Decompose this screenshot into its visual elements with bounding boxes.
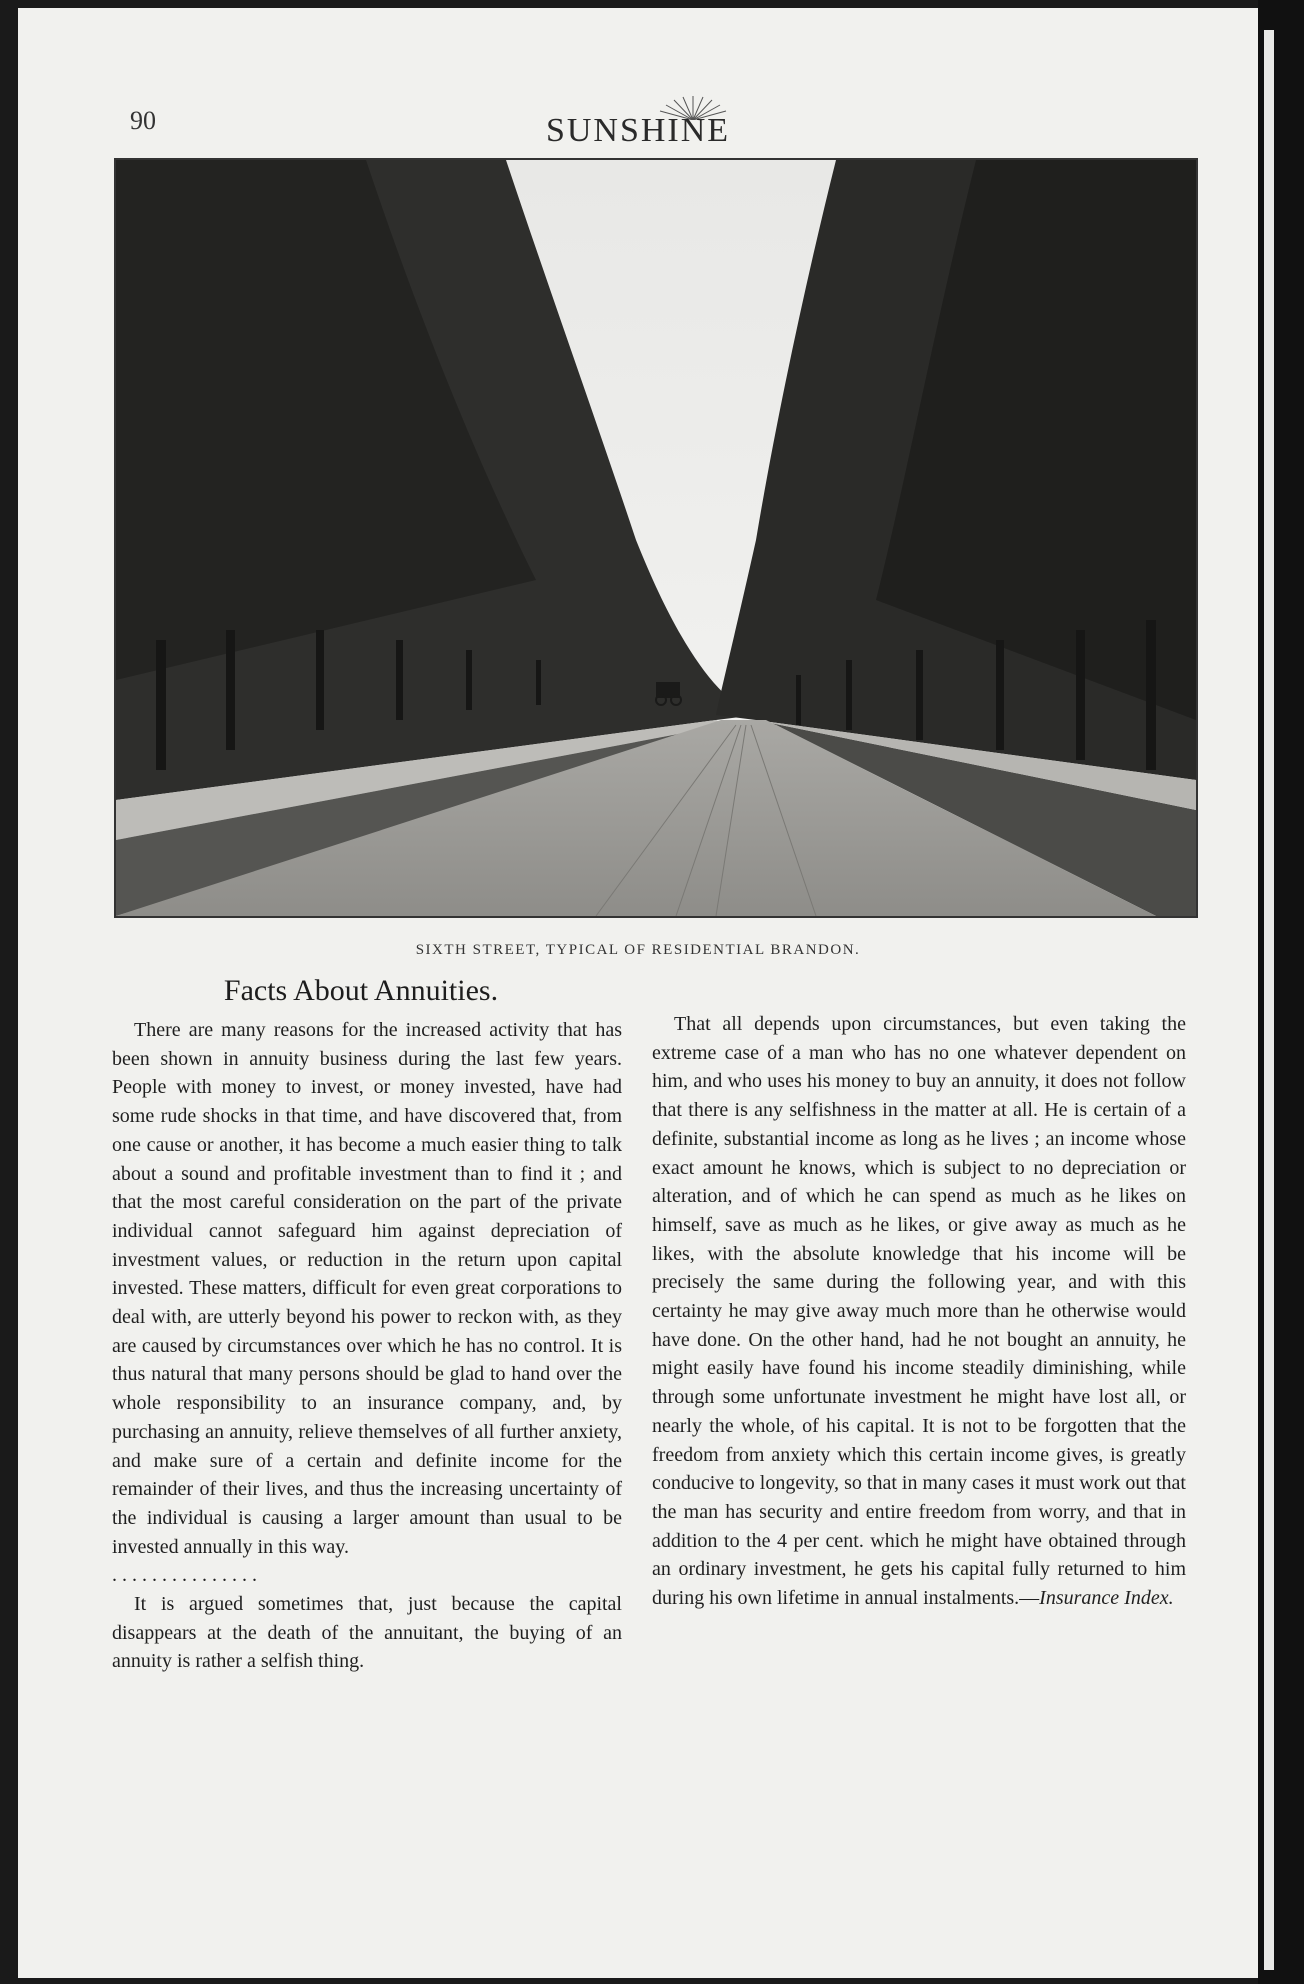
page-number: 90 — [130, 106, 156, 135]
magazine-page — [18, 8, 1258, 1978]
adjacent-page-edge — [1258, 0, 1304, 1984]
article-paragraph-text: That all depends upon circumstances, but even taking the extreme case of a man who has no one whatever dependent on him, and who uses his money to buy an annuity, it does not follow that there is any selfishness in the matter at all. He is certain of a definite, substantial income as long as he lives ; an income whose exact amount he knows, which is subject to no depreciation or alteration, and of which he can spend as much as he likes on himself, save as much as he likes, or give away as much as he likes, with the absolute knowledge that his income will be precisely the same during the following year, and with this certainty he may give away much more than he otherwise would have done. On the other hand, had he not bought an annuity, he might easily have found his income steadily diminishing, while through some unfortunate investment he might have lost all, or nearly the whole, of his capital. It is not to be forgotten that the freedom from anxiety which this certain income gives, is greatly conducive to longevity, so that in many cases it must work out that the man has security and entire freedom from worry, and that in addition to the 4 per cent. which he might have obtained through an ordinary investment, he gets his capital fully returned to him during his own lifetime in annual instalments.— — [652, 1013, 1186, 1610]
article-column-right — [652, 1010, 1186, 1613]
article-paragraph — [652, 1010, 1186, 1613]
article-title: Facts About Annuities. — [223, 974, 499, 1007]
street-scene-image — [116, 160, 1196, 916]
masthead-title: SUNSHINE — [545, 112, 731, 149]
adjacent-page-strip — [1264, 30, 1274, 1970]
article-column-left — [112, 1016, 622, 1676]
section-divider-dots: . . . . . . . . . . . . . . . — [112, 1564, 257, 1587]
photo-caption: SIXTH STREET, TYPICAL OF RESIDENTIAL BRANDON. — [415, 942, 861, 958]
article-paragraph: It is argued sometimes that, just because the capital disappears at the death of the annuitant, the buying of an annuity is rather a selfish thing. — [112, 1593, 622, 1673]
article-source: Insurance Index. — [1039, 1587, 1174, 1610]
street-photograph — [114, 158, 1198, 918]
article-paragraph: There are many reasons for the increased activity that has been shown in annuity business during the last few years. People with money to invest, or money invested, have had some rude shocks in that time, and have discovered that, from one cause or another, it has become a much easier thing to talk about a sound and profitable investment than to find it ; and that the most careful consideration on the part of the private individual cannot safeguard him against depreciation of investment values, or reduction in the return upon capital invested. These matters, difficult for even great corporations to deal with, are utterly beyond his power to reckon with, as they are caused by circumstances over which he has no control. It is thus natural that many persons should be glad to hand over the whole responsibility to an insurance company, and, by purchasing an annuity, relieve themselves of all further anxiety, and make sure of a certain and definite income for the remainder of their lives, and thus the increasing uncertainty of the individual is causing a larger amount than usual to be invested annually in this way. — [112, 1019, 622, 1558]
